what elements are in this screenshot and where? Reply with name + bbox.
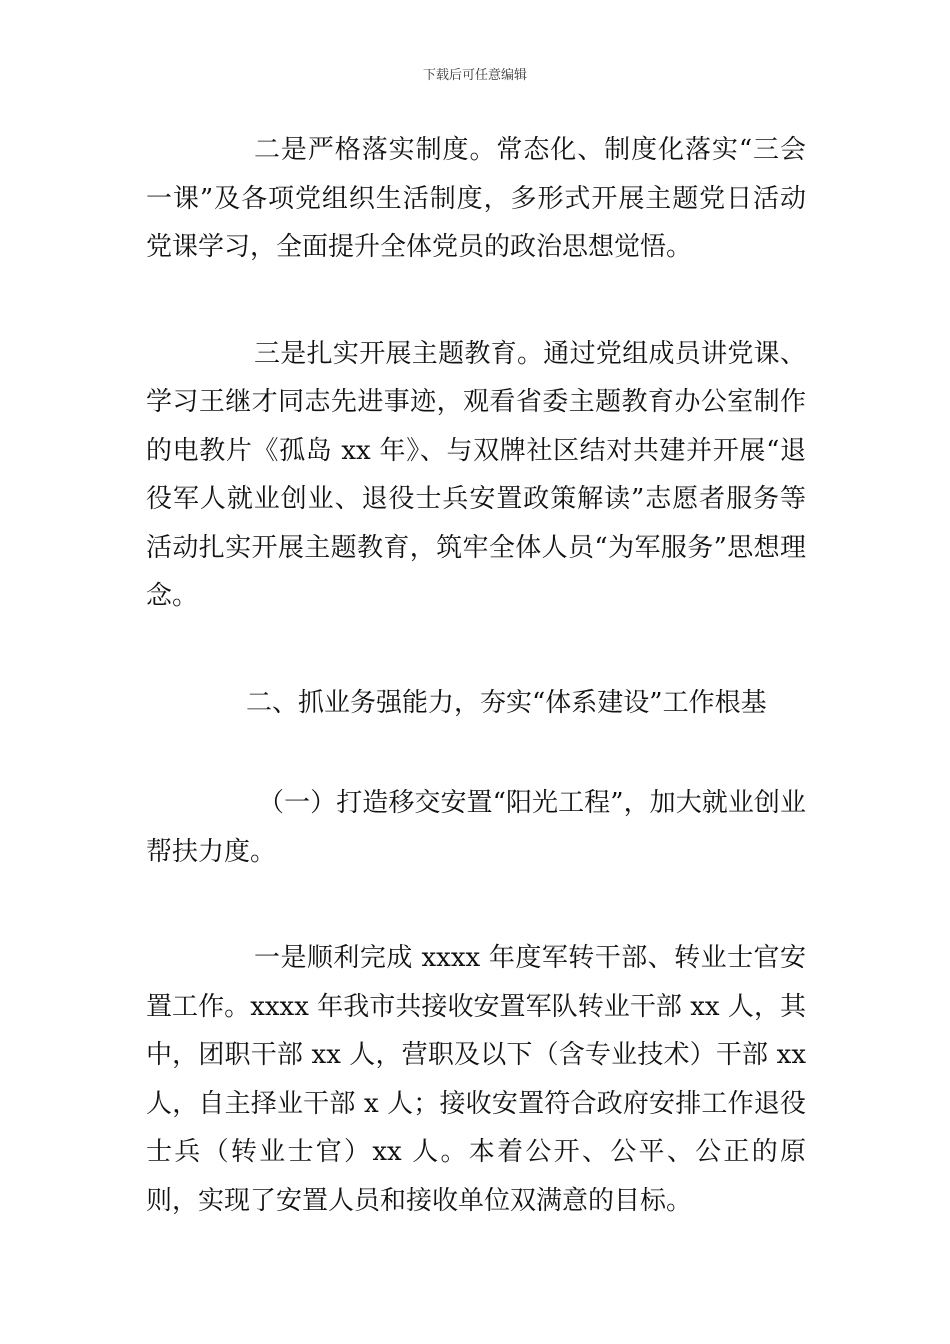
section-heading: 二、抓业务强能力，夯实“体系建设”工作根基	[246, 687, 767, 718]
subsection-heading: （一）打造移交安置“阳光工程”，加大就业创业帮扶力度。	[146, 788, 806, 867]
paragraph-placement-work: 一是顺利完成 xxxx 年度军转干部、转业士官安置工作。xxxx 年我市共接收安置军队转业干部 xx 人，其中，团职干部 xx 人，营职及以下（含专业技术）干部 xx 人，自主择业干部 x 人；接收安置符合政府安排工作退役士兵（转业士官）xx 人。本着公开、公平、公正的原则，实现了安置人员和接收单位双满意的目标。	[146, 943, 806, 1216]
page-header: 下载后可任意编辑	[422, 68, 527, 83]
document-body	[146, 126, 806, 1283]
paragraph-system-implementation: 二是严格落实制度。常态化、制度化落实“三会一课”及各项党组织生活制度，多形式开展主题党日活动党课学习，全面提升全体党员的政治思想觉悟。	[146, 135, 806, 262]
paragraph-theme-education: 三是扎实开展主题教育。通过党组成员讲党课、学习王继才同志先进事迹，观看省委主题教育办公室制作的电教片《孤岛 xx 年》、与双牌社区结对共建并开展“退役军人就业创业、退役士兵安置政策解读”志愿者服务等活动扎实开展主题教育，筑牢全体人员“为军服务”思想理念。	[146, 338, 806, 611]
